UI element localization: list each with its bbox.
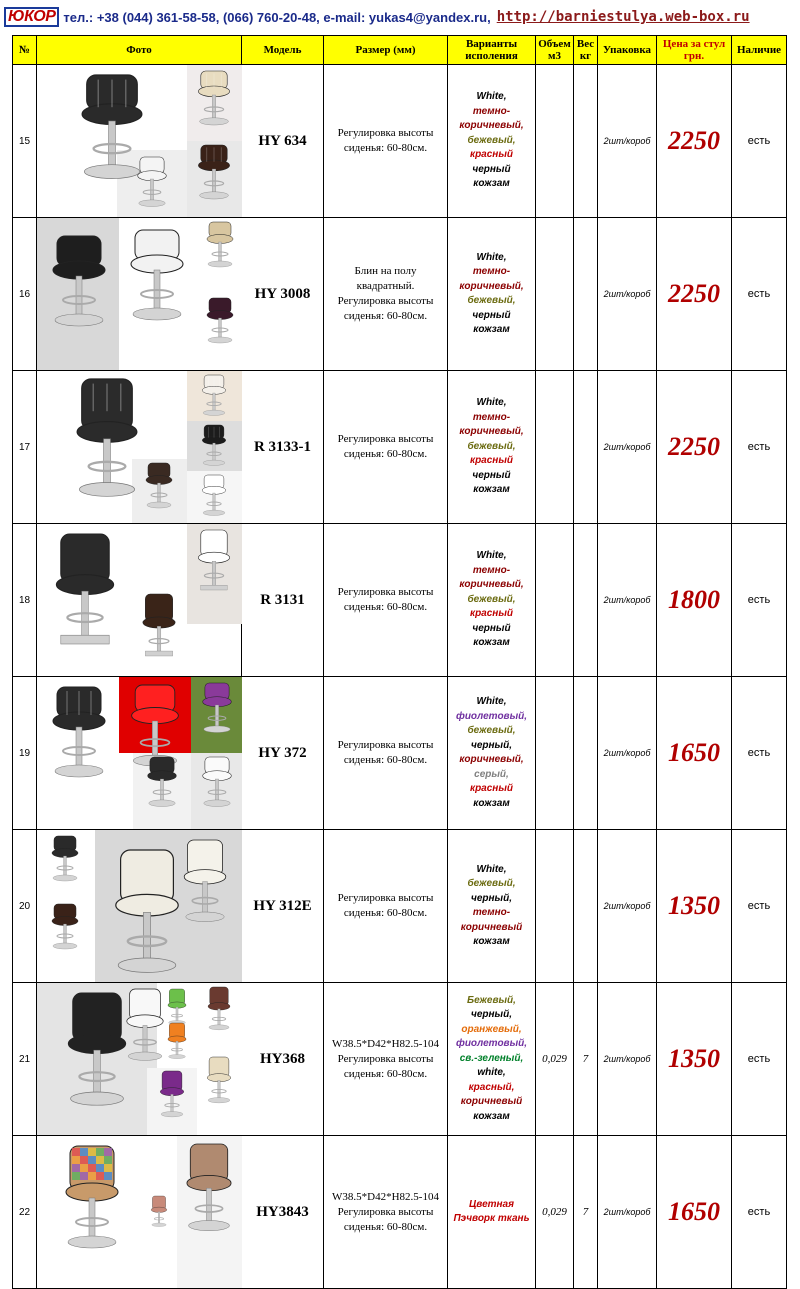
table-row: [13, 371, 787, 524]
col-header-avail: Наличие: [732, 36, 787, 65]
size-description: [324, 371, 448, 524]
volume-value: 0,029: [536, 1136, 574, 1289]
size-line: Регулировка высоты: [337, 433, 434, 445]
packaging: 2шт/короб: [598, 677, 657, 830]
variant-item: White,: [476, 91, 507, 103]
col-header-price: Цена за стул грн.: [657, 36, 732, 65]
variant-item: коричневый,: [459, 120, 524, 132]
variant-item: бежевый,: [467, 725, 516, 736]
packaging: 2шт/короб: [598, 218, 657, 371]
variant-item: White,: [476, 397, 507, 409]
weight-value: [574, 371, 598, 524]
size-line: сиденья: 60-80см.: [343, 601, 428, 613]
volume-value: [536, 371, 574, 524]
variant-item: черный: [472, 163, 511, 175]
model-name: HY 312E: [242, 830, 324, 983]
website-link[interactable]: http://barniestulya.web-box.ru: [496, 9, 750, 25]
model-name: HY3843: [242, 1136, 324, 1289]
table-row: [13, 677, 787, 830]
table-row: [13, 830, 787, 983]
row-number: 17: [13, 371, 37, 524]
variant-item: фиолетовый,: [455, 710, 528, 722]
row-number: 21: [13, 983, 37, 1136]
variant-item: White,: [476, 550, 507, 562]
variant-item: White,: [476, 251, 507, 263]
variant-item: Бежевый,: [467, 994, 516, 1006]
volume-value: [536, 677, 574, 830]
variant-item: кожзам: [473, 1110, 510, 1122]
weight-value: [574, 677, 598, 830]
variant-item: бежевый,: [467, 593, 516, 605]
variant-item: св.-зеленый,: [459, 1052, 524, 1064]
variants-list: [448, 65, 536, 218]
weight-value: [574, 830, 598, 983]
size-line: Блин на полу: [354, 265, 417, 277]
size-description: [324, 677, 448, 830]
variant-item: оранжевый,: [461, 1023, 522, 1035]
row-number: 16: [13, 218, 37, 371]
variant-item: Пэчворк ткань: [453, 1213, 530, 1224]
size-line: сиденья: 60-80см.: [343, 142, 428, 154]
product-photo: [37, 1136, 242, 1289]
size-description: [324, 830, 448, 983]
variant-item: красный,: [468, 1081, 515, 1093]
size-line: Регулировка высоты: [337, 739, 434, 751]
size-description: [324, 218, 448, 371]
size-line: сиденья: 60-80см.: [343, 907, 428, 919]
variant-item: серый,: [474, 768, 509, 780]
price-value: 2250: [657, 371, 732, 524]
variant-item: коричневый: [460, 921, 523, 933]
variant-item: коричневый: [460, 1096, 523, 1108]
price-value: 1350: [657, 983, 732, 1136]
row-number: 20: [13, 830, 37, 983]
price-value: 2250: [657, 218, 732, 371]
variants-list: [448, 524, 536, 677]
table-header-row: [13, 36, 787, 65]
availability: есть: [732, 983, 787, 1136]
size-line: сиденья: 60-80см.: [343, 1220, 428, 1233]
table-row: [13, 65, 787, 218]
price-value: 1650: [657, 677, 732, 830]
variant-item: красный: [470, 783, 513, 794]
volume-value: [536, 830, 574, 983]
row-number: 22: [13, 1136, 37, 1289]
variant-item: темно-: [472, 411, 511, 423]
model-name: HY368: [242, 983, 324, 1136]
price-list-table: [12, 35, 787, 1289]
variant-item: коричневый,: [459, 426, 524, 438]
variant-item: красный: [470, 149, 513, 161]
size-line: Регулировка высоты: [337, 1052, 434, 1065]
product-photo: [37, 371, 242, 524]
contact-info: тел.: +38 (044) 361-58-58, (066) 760-20-48, e-mail: yukas4@yandex.ru,: [63, 9, 491, 25]
variant-item: white,: [477, 1067, 506, 1079]
variant-item: фиолетовый,: [455, 1038, 528, 1050]
table-row: [13, 524, 787, 677]
volume-value: [536, 218, 574, 371]
size-line: Регулировка высоты: [337, 1205, 434, 1218]
company-logo: ЮКОР: [4, 7, 59, 27]
product-photo: [37, 65, 242, 218]
variant-item: бежевый,: [467, 878, 516, 889]
volume-value: [536, 65, 574, 218]
col-header-volume: Объем м3: [536, 36, 574, 65]
variant-item: бежевый,: [467, 134, 516, 146]
variants-list: [448, 677, 536, 830]
availability: есть: [732, 830, 787, 983]
packaging: 2шт/короб: [598, 1136, 657, 1289]
model-name: HY 634: [242, 65, 324, 218]
variant-item: кожзам: [473, 797, 510, 809]
variants-list: [448, 830, 536, 983]
table-row: [13, 1136, 787, 1289]
variants-list: [448, 1136, 536, 1289]
size-line: сиденья: 60-80см.: [343, 310, 428, 322]
col-header-model: Модель: [242, 36, 324, 65]
volume-value: [536, 524, 574, 677]
size-line: сиденья: 60-80см.: [343, 754, 428, 766]
variant-item: темно-: [472, 907, 511, 918]
variant-item: кожзам: [473, 324, 510, 335]
page-header: [0, 0, 800, 34]
variants-list: [448, 218, 536, 371]
variants-list: [448, 983, 536, 1136]
variant-item: черный: [472, 622, 511, 634]
variant-item: кожзам: [473, 484, 510, 496]
product-photo: [37, 524, 242, 677]
availability: есть: [732, 371, 787, 524]
variant-item: коричневый,: [459, 579, 524, 591]
weight-value: 7: [574, 1136, 598, 1289]
model-name: R 3131: [242, 524, 324, 677]
price-value: 1350: [657, 830, 732, 983]
col-header-num: №: [13, 36, 37, 65]
col-header-weight: Вес кг: [574, 36, 598, 65]
availability: есть: [732, 1136, 787, 1289]
variant-item: черный,: [471, 1009, 512, 1021]
product-photo: [37, 983, 242, 1136]
packaging: 2шт/короб: [598, 983, 657, 1136]
row-number: 19: [13, 677, 37, 830]
variants-list: [448, 371, 536, 524]
variant-item: Цветная: [468, 1198, 515, 1210]
table-row: [13, 983, 787, 1136]
weight-value: [574, 65, 598, 218]
variant-item: White,: [476, 696, 507, 707]
variant-item: черный,: [471, 739, 512, 751]
size-line: сиденья: 60-80см.: [343, 448, 428, 460]
variant-item: бежевый,: [467, 295, 516, 306]
model-name: HY 3008: [242, 218, 324, 371]
size-description: [324, 1136, 448, 1289]
availability: есть: [732, 65, 787, 218]
size-line: квадратный.: [356, 280, 415, 292]
variant-item: черный,: [471, 892, 512, 904]
variant-item: темно-: [472, 564, 511, 576]
row-number: 18: [13, 524, 37, 677]
size-line: W38.5*D42*H82.5-104: [332, 1037, 439, 1050]
weight-value: [574, 524, 598, 677]
row-number: 15: [13, 65, 37, 218]
model-name: HY 372: [242, 677, 324, 830]
table-row: [13, 218, 787, 371]
variant-item: черный: [472, 469, 511, 481]
variant-item: кожзам: [473, 637, 510, 649]
packaging: 2шт/короб: [598, 65, 657, 218]
weight-value: 7: [574, 983, 598, 1136]
size-line: Регулировка высоты: [337, 127, 434, 139]
product-photo: [37, 830, 242, 983]
packaging: 2шт/короб: [598, 830, 657, 983]
variant-item: бежевый,: [467, 440, 516, 452]
variant-item: черный: [472, 309, 511, 321]
col-header-photo: Фото: [37, 36, 242, 65]
size-line: Регулировка высоты: [337, 295, 434, 307]
variant-item: кожзам: [473, 178, 510, 190]
size-description: [324, 65, 448, 218]
variant-item: красный: [470, 608, 513, 620]
weight-value: [574, 218, 598, 371]
variant-item: коричневый,: [459, 280, 524, 292]
variant-item: красный: [470, 455, 513, 467]
col-header-pack: Упаковка: [598, 36, 657, 65]
volume-value: 0,029: [536, 983, 574, 1136]
product-photo: [37, 218, 242, 371]
size-description: [324, 983, 448, 1136]
variant-item: кожзам: [473, 936, 510, 947]
availability: есть: [732, 524, 787, 677]
availability: есть: [732, 218, 787, 371]
size-line: W38.5*D42*H82.5-104: [332, 1190, 439, 1203]
price-value: 1800: [657, 524, 732, 677]
packaging: 2шт/короб: [598, 524, 657, 677]
model-name: R 3133-1: [242, 371, 324, 524]
size-line: Регулировка высоты: [337, 892, 434, 904]
availability: есть: [732, 677, 787, 830]
col-header-size: Размер (мм): [324, 36, 448, 65]
packaging: 2шт/короб: [598, 371, 657, 524]
price-value: 2250: [657, 65, 732, 218]
product-photo: [37, 677, 242, 830]
col-header-variants: Варианты исполения: [448, 36, 536, 65]
price-value: 1650: [657, 1136, 732, 1289]
variant-item: White,: [476, 863, 507, 875]
variant-item: коричневый,: [459, 754, 524, 765]
variant-item: темно-: [472, 105, 511, 117]
size-line: Регулировка высоты: [337, 586, 434, 598]
size-description: [324, 524, 448, 677]
variant-item: темно-: [472, 266, 511, 277]
size-line: сиденья: 60-80см.: [343, 1067, 428, 1080]
